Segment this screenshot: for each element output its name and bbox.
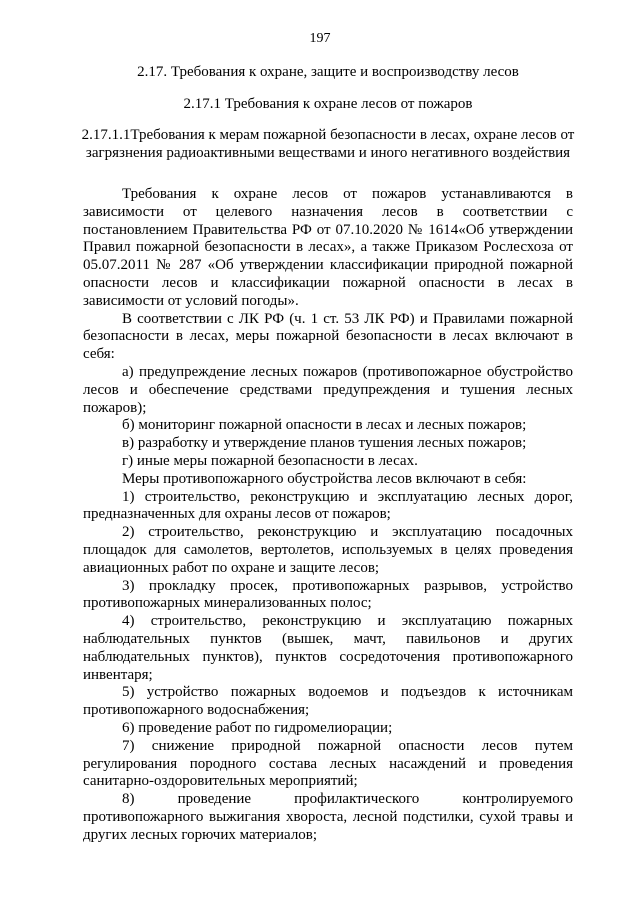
list-item-a: а) предупреждение лесных пожаров (противопожарное обустройство лесов и обеспечение средствами предупреждения и тушения лесных пожаров); [83, 363, 573, 416]
list-item-3: 3) прокладку просек, противопожарных разрывов, устройство противопожарных минерализованных полос; [83, 577, 573, 612]
list-item-1: 1) строительство, реконструкцию и эксплуатацию лесных дорог, предназначенных для охраны лесов от пожаров; [83, 488, 573, 523]
list-item-8: 8) проведение профилактического контролируемого противопожарного выжигания хвороста, лесной подстилки, сухой травы и других лесных горючих материалов; [83, 791, 573, 843]
subsubsection-heading: 2.17.1.1Требования к мерам пожарной безопасности в лесах, охране лесов от загрязнения радиоактивными веществами и иного негативного воздействия [81, 127, 575, 161]
page-number: 197 [309, 31, 331, 46]
paragraph-arrangement: Меры противопожарного обустройства лесов включают в себя: [122, 470, 527, 487]
section-heading: 2.17. Требования к охране, защите и воспроизводству лесов [137, 64, 519, 80]
list-item-2: 2) строительство, реконструкцию и эксплуатацию посадочных площадок для самолетов, вертолетов, используемых в целях проведения авиационных работ по охране и защите лесов; [83, 524, 573, 576]
paragraph-measures: В соответствии с ЛК РФ (ч. 1 ст. 53 ЛК РФ) и Правилами пожарной безопасности в лесах, меры пожарной безопасности в лесах включают в себя: [83, 310, 573, 363]
body-text [83, 186, 573, 844]
subsection-heading: 2.17.1 Требования к охране лесов от пожаров [183, 96, 473, 112]
list-item-b: б) мониторинг пожарной опасности в лесах и лесных пожаров; [122, 417, 527, 434]
list-item-7: 7) снижение природной пожарной опасности лесов путем регулирования породного состава лесных насаждений и проведения санитарно-оздоровительных мероприятий; [83, 737, 573, 790]
list-item-4: 4) строительство, реконструкцию и эксплуатацию пожарных наблюдательных пунктов (вышек, мачт, павильонов и других наблюдательных пунктов), пунктов сосредоточения противопожарного инвентаря; [83, 613, 573, 683]
list-item-5: 5) устройство пожарных водоемов и подъездов к источникам противопожарного водоснабжения; [83, 684, 573, 719]
paragraph-intro: Требования к охране лесов от пожаров устанавливаются в зависимости от целевого назначения лесов в соответствии с постановлением Правительства РФ от 07.10.2020 № 1614«Об утверждении Правил пожарной безопасности в лесах», а также Приказом Рослесхоза от 05.07.2011 № 287 «Об утверждении классификации природной пожарной опасности лесов и классификации пожарной опасности в лесах в зависимости от условий погоды». [83, 186, 573, 309]
list-item-v: в) разработку и утверждение планов тушения лесных пожаров; [122, 435, 527, 452]
list-item-g: г) иные меры пожарной безопасности в лесах. [122, 452, 418, 469]
list-item-6: 6) проведение работ по гидромелиорации; [122, 719, 393, 736]
